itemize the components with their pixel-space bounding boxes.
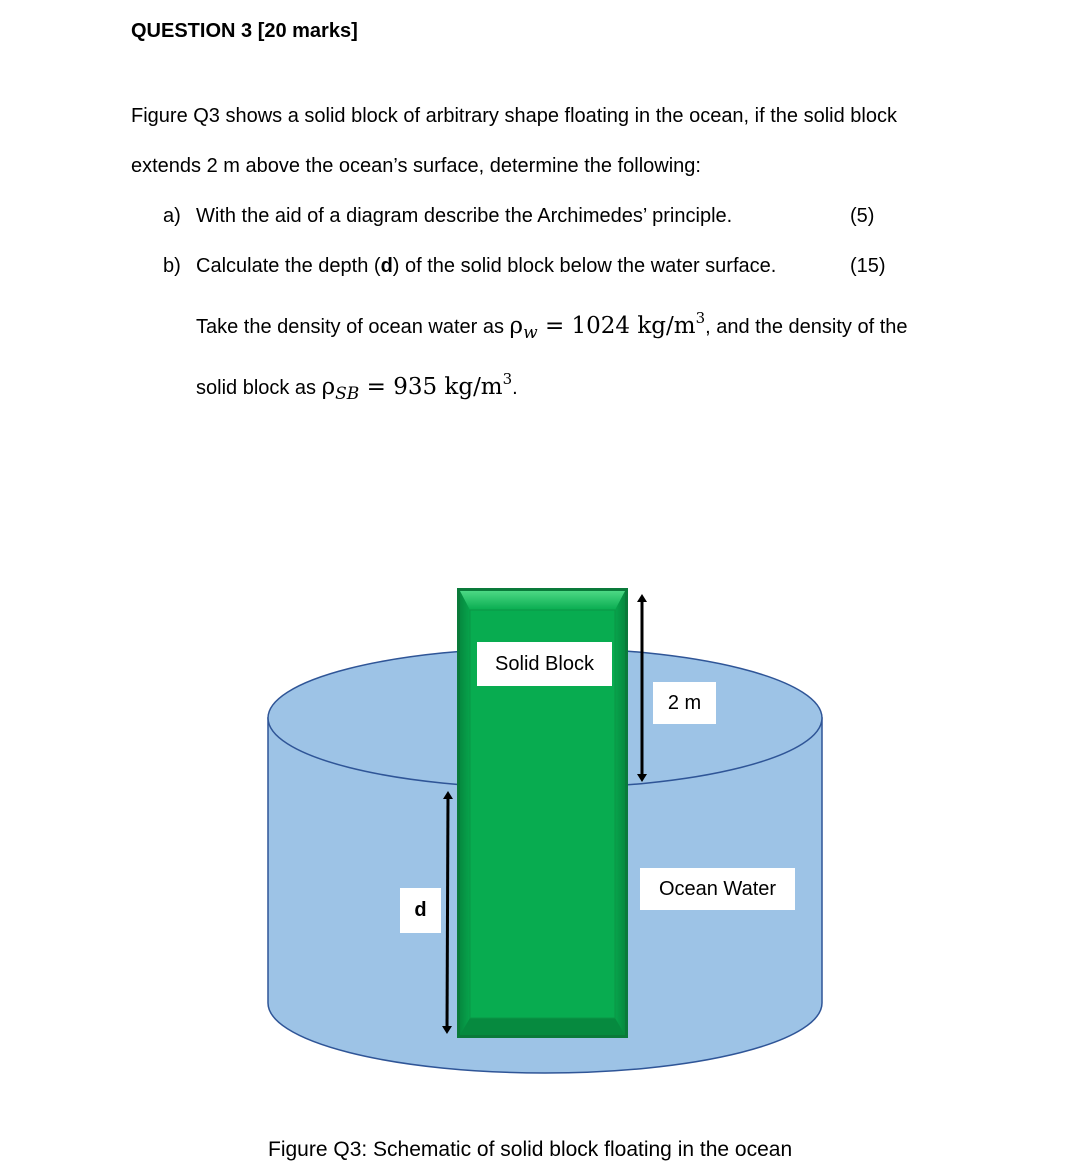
height-above-label: 2 m xyxy=(653,682,716,724)
part-b-text-after: ) of the solid block below the water surface. xyxy=(392,255,777,277)
rho-w-sub: w xyxy=(523,323,538,343)
rho-sb-exp: 3 xyxy=(502,370,513,388)
rho-sb-sub: SB xyxy=(335,384,360,404)
part-b-marks: (15) xyxy=(850,255,886,277)
part-a-text: With the aid of a diagram describe the Archimedes’ principle. xyxy=(196,205,733,227)
density-line-1-after: , and the density of the xyxy=(705,316,908,338)
part-b-marker: b) xyxy=(163,255,181,277)
intro-line-1: Figure Q3 shows a solid block of arbitrary shape floating in the ocean, if the solid block xyxy=(131,105,897,127)
part-a-marker: a) xyxy=(163,205,181,227)
density-line-2-before: solid block as xyxy=(196,377,317,399)
part-b-text-before: Calculate the depth ( xyxy=(196,255,381,277)
part-a-marks: (5) xyxy=(850,205,875,227)
figure-caption: Figure Q3: Schematic of solid block floating in the ocean xyxy=(268,1138,793,1161)
intro-line-2: extends 2 m above the ocean’s surface, determine the following: xyxy=(131,155,701,177)
depth-arrow xyxy=(447,795,448,1030)
question-heading: QUESTION 3 [20 marks] xyxy=(131,20,358,42)
rho-sb-value: = 935 kg/m xyxy=(366,374,503,400)
solid-block-label: Solid Block xyxy=(477,642,612,686)
rho-w-symbol: ρ xyxy=(509,313,524,339)
rho-sb-symbol: ρ xyxy=(321,374,336,400)
ocean-water-label: Ocean Water xyxy=(640,868,795,910)
rho-w-value: = 1024 kg/m xyxy=(544,313,696,339)
density-line-1-before: Take the density of ocean water as xyxy=(196,316,504,338)
depth-label: d xyxy=(400,888,441,933)
part-b-text-bold: d xyxy=(380,255,393,277)
rho-w-exp: 3 xyxy=(695,309,706,327)
density-line-2-after: . xyxy=(512,377,518,399)
